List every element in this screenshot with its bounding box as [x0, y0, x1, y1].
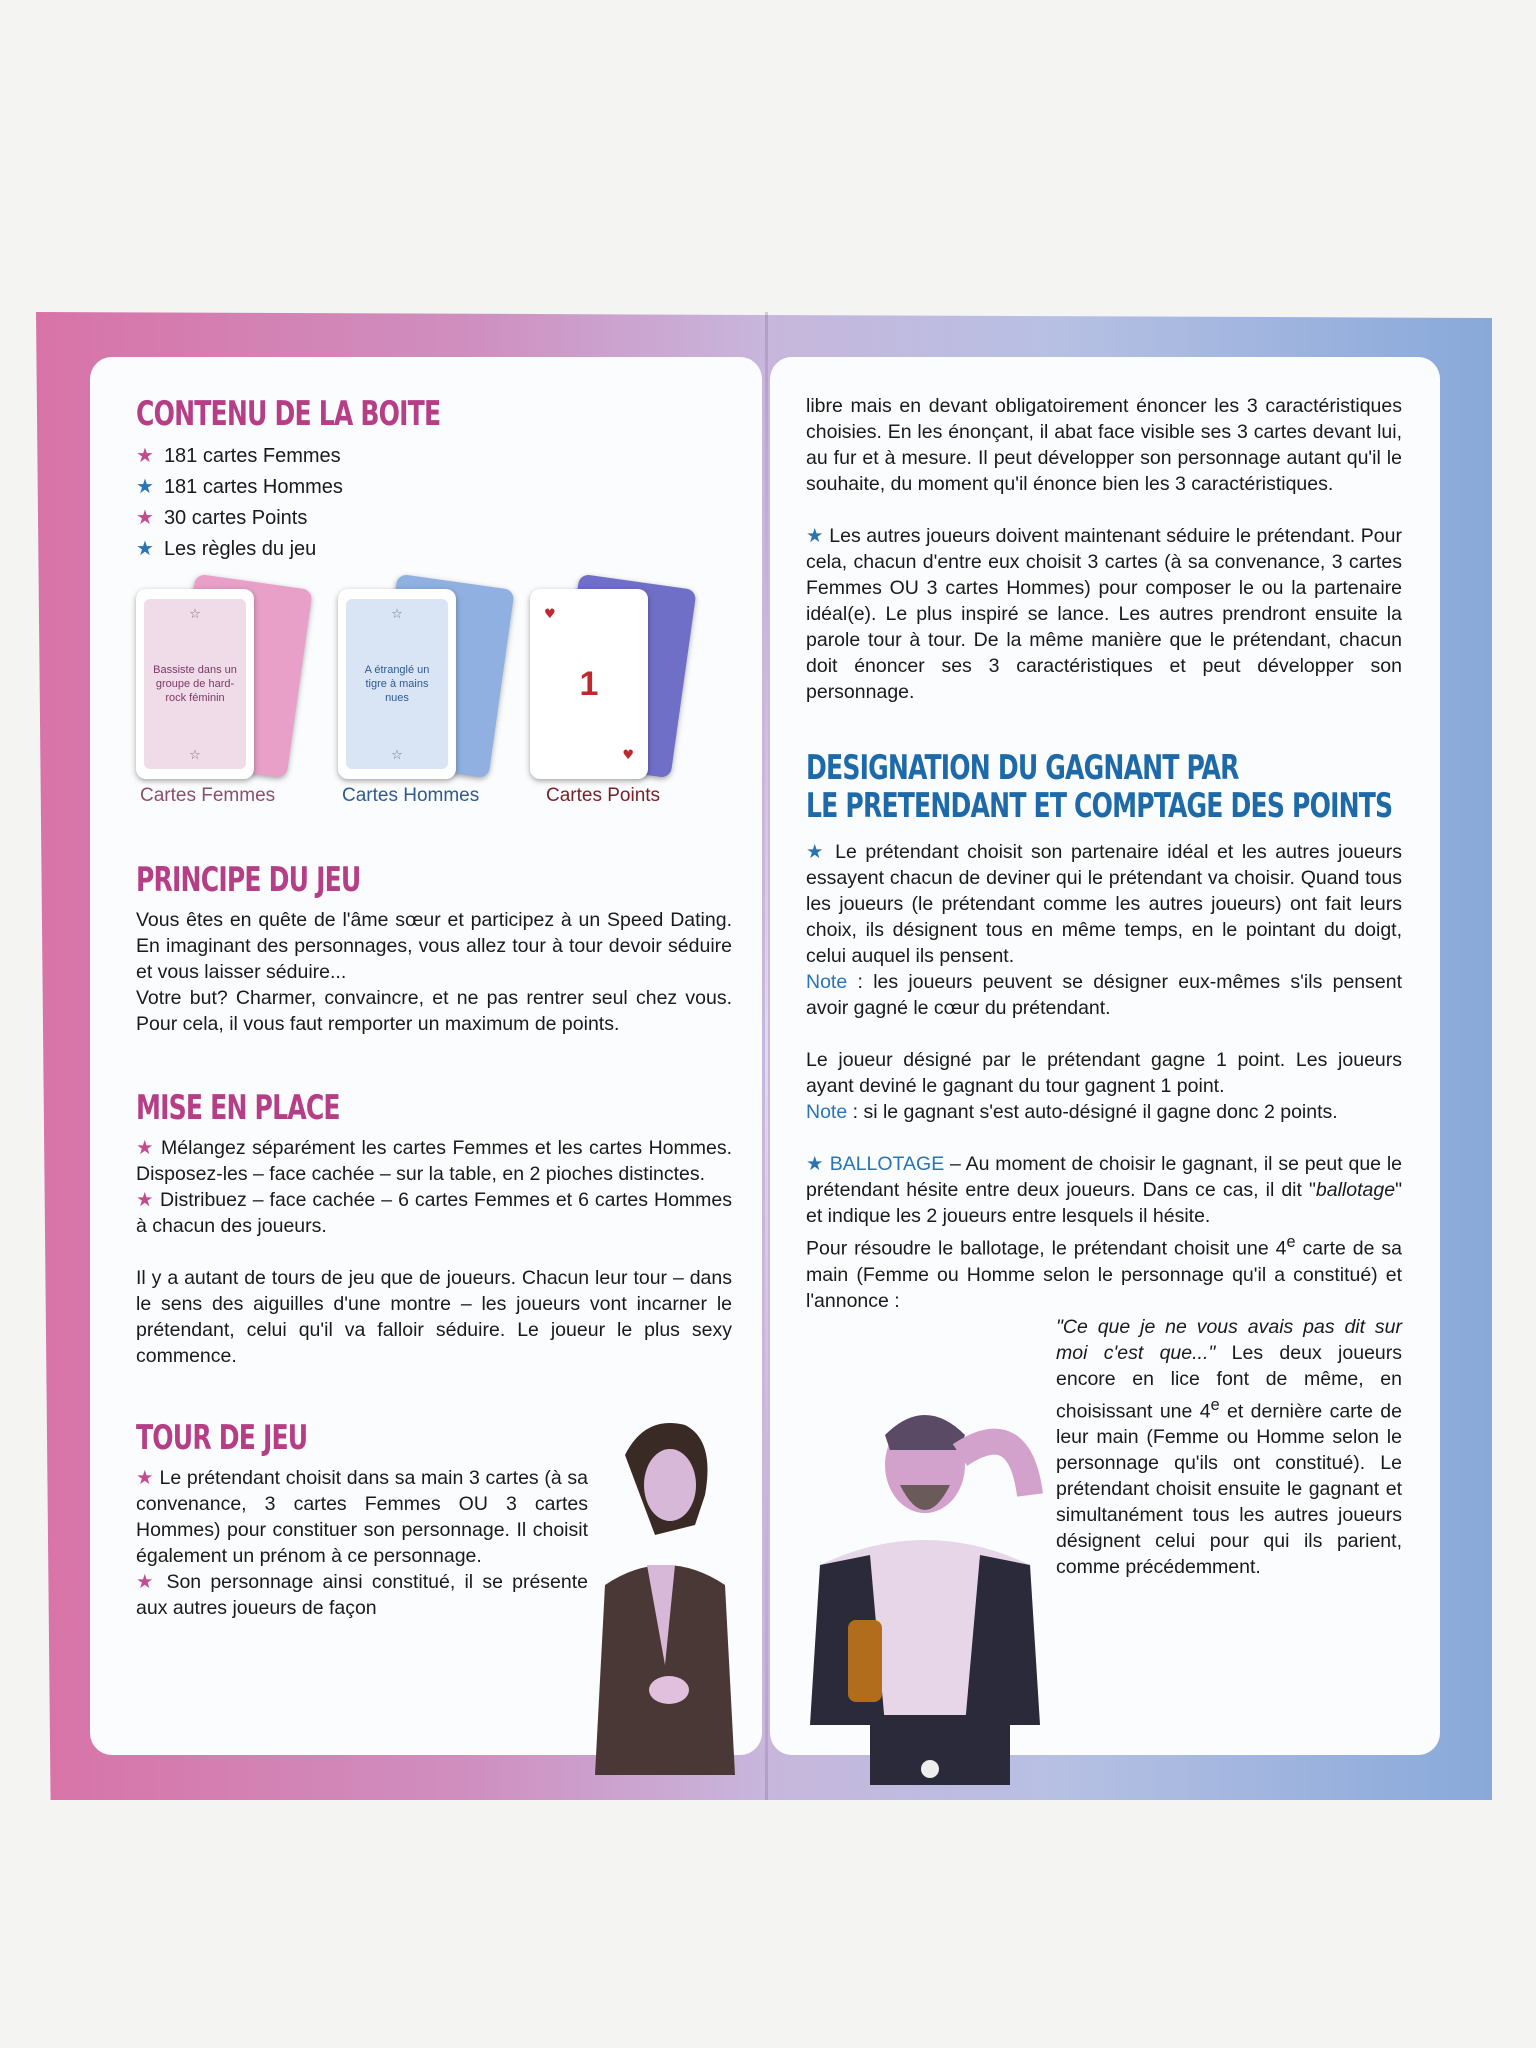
star-icon: ☆	[189, 748, 201, 763]
card-points	[530, 589, 648, 779]
biker-illustration	[790, 1395, 1060, 1790]
mise-title: MISE EN PLACE	[136, 1088, 340, 1128]
quote-text: "Ce que je ne vous avais pas dit sur moi c'est que..." Les deux joueurs encore en lice font de même, en choisissant une 4e et dernière carte de leur main (Femme ou Homme selon le personnage qu'ils ont constitué). Le prétendant choisit ensuite le gagnant et simultanément tous les autres joueurs désignent celui pour qui ils parient, comme précédemment.	[1056, 1315, 1402, 1578]
list-item: ★ Les règles du jeu	[136, 538, 317, 560]
autres-joueurs-text: ★ Les autres joueurs doivent maintenant séduire le prétendant. Pour cela, chacun d'entre eux choisit 3 cartes (à sa convenance, 3 cartes Femmes OU 3 cartes Hommes) pour composer le ou la partenaire idéal(e). Le plus inspiré se lance. Les autres prendront ensuite la parole tour à tour. De la même manière que le prétendant, chacun doit énoncer ses 3 caractéristiques et peut développer son personnage.	[806, 525, 1402, 703]
star-icon: ★	[136, 1571, 167, 1593]
star-icon: ★	[136, 476, 154, 498]
principe-title: PRINCIPE DU JEU	[136, 860, 361, 900]
star-icon: ★	[136, 1467, 160, 1489]
card-points-value: 1	[538, 599, 640, 769]
star-icon: ★	[136, 507, 154, 529]
card-femme-text: Bassiste dans un groupe de hard-rock féminin	[144, 599, 246, 769]
caption-hommes: Cartes Hommes	[342, 785, 480, 806]
mise-p1: ★ Mélangez séparément les cartes Femmes et les cartes Hommes. Disposez-les – face cachée – sur la table, en 2 pioches distinctes.	[136, 1137, 732, 1185]
heart-icon: ♥	[622, 748, 634, 763]
tour-p1: ★ Le prétendant choisit dans sa main 3 cartes (à sa convenance, 3 cartes Femmes OU 3 cartes Hommes) pour constituer son personnage. Il choisit également un prénom à ce personnage.	[136, 1467, 588, 1567]
card-examples	[136, 575, 732, 813]
list-item: ★ 30 cartes Points	[136, 507, 308, 529]
star-icon: ☆	[391, 748, 403, 763]
continuation-text: libre mais en devant obligatoirement énoncer les 3 caractéristiques choisies. En les énonçant, il abat face visible ses 3 cartes devant lui, au fur et à mesure. Il peut développer son personnage autant qu'il le souhaite, du moment qu'il énonce bien les 3 caractéristiques.	[806, 395, 1402, 495]
principe-text-2: Votre but? Charmer, convaincre, et ne pas rentrer seul chez vous. Pour cela, il vous faut remporter un maximum de points.	[136, 987, 732, 1035]
star-icon: ★	[136, 1189, 161, 1211]
page-fold	[765, 312, 768, 1800]
designation-note2: Note : si le gagnant s'est auto-désigné il gagne donc 2 points.	[806, 1101, 1338, 1123]
woman-illustration	[585, 1415, 745, 1785]
mise-p3: Il y a autant de tours de jeu que de joueurs. Chacun leur tour – dans le sens des aiguilles d'une montre – les joueurs vont incarner le prétendant, celui qu'il va falloir séduire. Le joueur le plus sexy commence.	[136, 1267, 732, 1367]
resoudre-text: Pour résoudre le ballotage, le prétendant choisit une 4e carte de sa main (Femme ou Homme selon le personnage qu'il a constitué) et l'annonce :	[806, 1233, 1403, 1312]
designation-p2: Le joueur désigné par le prétendant gagne 1 point. Les joueurs ayant deviné le gagnant du tour gagnent 1 point.	[806, 1049, 1402, 1097]
caption-points: Cartes Points	[546, 785, 661, 806]
contents-list	[136, 441, 732, 565]
designation-p1: ★ Le prétendant choisit son partenaire idéal et les autres joueurs essayent chacun de deviner qui le prétendant va choisir. Quand tous les joueurs (le prétendant comme les autres joueurs) ont fait leurs choix, ils désignent tous en même temps, en le pointant du doigt, celui auquel ils pensent.	[806, 841, 1402, 967]
list-item: ★ 181 cartes Hommes	[136, 476, 343, 498]
card-femme	[136, 589, 254, 779]
card-homme-text: A étranglé un tigre à mains nues	[346, 599, 448, 769]
designation-title-line1: DESIGNATION DU GAGNANT PAR	[806, 748, 1239, 788]
tour-text-block	[136, 1465, 588, 1621]
designation-note1: Note : les joueurs peuvent se désigner eux-mêmes s'ils pensent avoir gagné le cœur du prétendant.	[806, 971, 1402, 1019]
star-icon: ★	[136, 1137, 162, 1159]
star-icon: ☆	[189, 607, 201, 622]
star-icon: ★	[136, 538, 154, 560]
mise-p2: ★ Distribuez – face cachée – 6 cartes Femmes et 6 cartes Hommes à chacun des joueurs.	[136, 1189, 732, 1237]
caption-femmes: Cartes Femmes	[140, 785, 276, 806]
star-icon: ★	[806, 525, 830, 547]
card-homme	[338, 589, 456, 779]
tour-p2: ★ Son personnage ainsi constitué, il se présente aux autres joueurs de façon	[136, 1571, 589, 1619]
contenu-title: CONTENU DE LA BOITE	[136, 394, 441, 434]
star-icon: ☆	[391, 607, 403, 622]
star-icon: ★	[136, 445, 154, 467]
heart-icon: ♥	[544, 607, 556, 622]
tour-title: TOUR DE JEU	[136, 1418, 308, 1458]
star-icon: ★	[806, 1153, 830, 1175]
ballotage-text: ★ BALLOTAGE – Au moment de choisir le gagnant, il se peut que le prétendant hésite entre deux joueurs. Dans ce cas, il dit "ballotage" et indique les 2 joueurs entre lesquels il hésite.	[806, 1153, 1402, 1227]
designation-title-line2: LE PRETENDANT ET COMPTAGE DES POINTS	[806, 786, 1393, 826]
principe-text: Vous êtes en quête de l'âme sœur et participez à un Speed Dating. En imaginant des personnages, vous allez tour à tour devoir séduire et vous laisser séduire...	[136, 909, 732, 983]
list-item: ★ 181 cartes Femmes	[136, 445, 341, 467]
star-icon: ★	[806, 841, 836, 863]
